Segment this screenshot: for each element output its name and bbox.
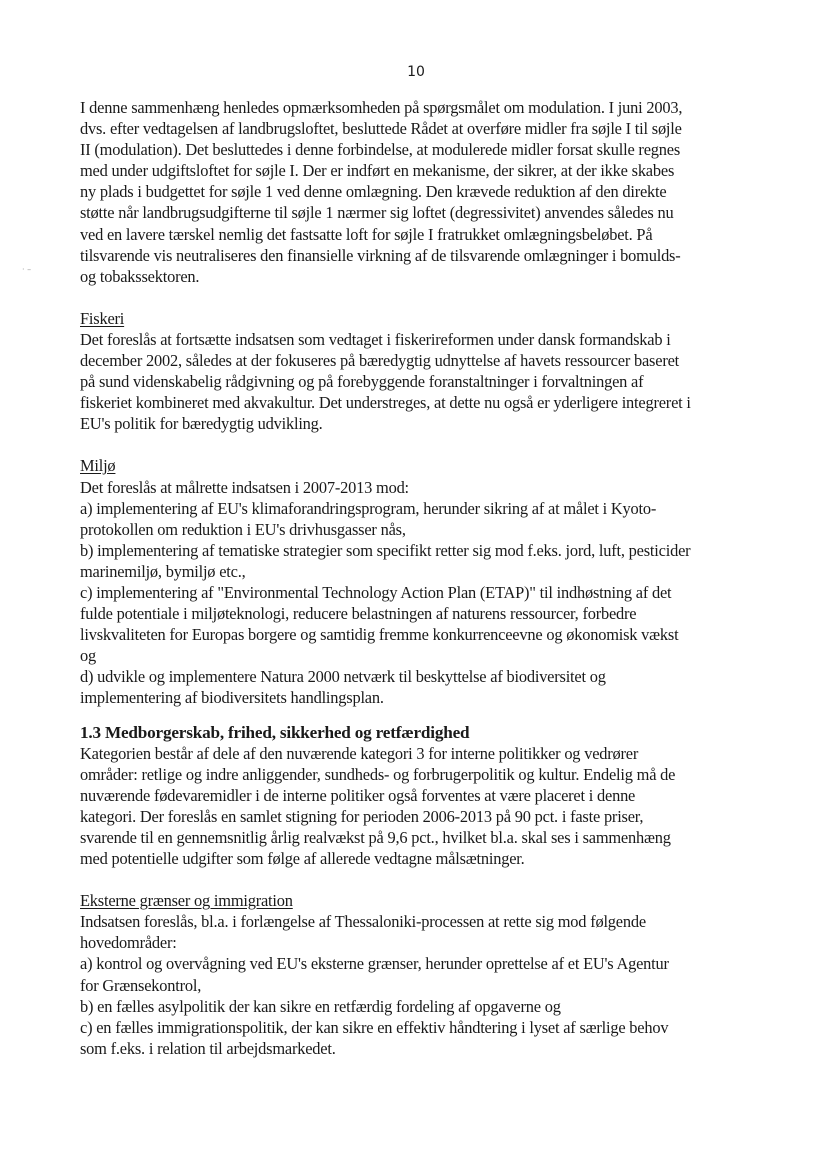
- fiskeri-section: [80, 308, 755, 435]
- text-line: tilsvarende vis neutraliseres den finansielle virkning af de tilsvarende omlægninger i bomulds-: [80, 245, 681, 265]
- document-body: [80, 97, 755, 1059]
- text-line: Det foreslås at fortsætte indsatsen som vedtaget i fiskerireformen under dansk formandskab i: [80, 329, 671, 349]
- text-line: på sund videnskabelig rådgivning og på forebyggende foranstaltninger i forvaltningen af: [80, 372, 644, 392]
- eksterne-section: [80, 890, 755, 1059]
- text-line: EU's politik for bæredygtig udvikling.: [80, 414, 323, 434]
- text-line: fiskeriet kombineret med akvakultur. Det understreges, at dette nu også er yderligere integreret i: [80, 393, 691, 413]
- text-line: II (modulation). Det besluttedes i denne forbindelse, at modulerede midler forsat skulle regnes: [80, 140, 681, 160]
- text-line: nuværende fødevaremidler i de interne politiker også forventes at være placeret i denne: [80, 785, 636, 805]
- text-line: ved en lavere tærskel nemlig det fastsatte loft for søjle I fratrukket omlægningsbeløbet. På: [80, 224, 653, 244]
- text-line: Indsatsen foreslås, bl.a. i forlængelse af Thessaloniki-processen at rette sig mod følgende: [80, 912, 646, 932]
- text-line: d) udvikle og implementere Natura 2000 netværk til beskyttelse af biodiversitet og: [80, 667, 606, 687]
- text-line: implementering af biodiversitets handlingsplan.: [80, 688, 384, 708]
- text-line: med under udgiftsloftet for søjle I. Der er indført en mekanisme, der sikrer, at der ikke skabes: [80, 161, 675, 181]
- scan-margin-mark: · –: [22, 265, 32, 274]
- text-line: b) implementering af tematiske strategier som specifikt retter sig mod f.eks. jord, luft, pesticider: [80, 540, 691, 560]
- text-line: livskvaliteten for Europas borgere og samtidig fremme konkurrenceevne og økonomisk vækst: [80, 625, 679, 645]
- text-line: støtte når landbrugsudgifterne til søjle 1 nærmer sig loftet (degressivitet) anvendes således nu: [80, 203, 674, 223]
- text-line: a) kontrol og overvågning ved EU's eksterne grænser, herunder oprettelse af et EU's Agentur: [80, 954, 669, 974]
- text-line: december 2002, således at der fokuseres på bæredygtig udnyttelse af havets ressourcer baseret: [80, 351, 680, 371]
- text-line: fulde potentiale i miljøteknologi, reducere belastningen af naturens ressourcer, forbedre: [80, 604, 637, 624]
- intro-paragraph: [80, 97, 755, 287]
- section-1-3: [80, 722, 755, 870]
- text-line: hovedområder:: [80, 933, 177, 953]
- text-line: som f.eks. i relation til arbejdsmarkedet.: [80, 1038, 336, 1058]
- text-line: protokollen om reduktion i EU's drivhusgasser nås,: [80, 519, 406, 539]
- text-line: og: [80, 646, 96, 666]
- text-line: marinemiljø, bymiljø etc.,: [80, 561, 246, 581]
- section-1-3-heading: 1.3 Medborgerskab, frihed, sikkerhed og retfærdighed: [80, 722, 470, 742]
- text-line: Det foreslås at målrette indsatsen i 2007-2013 mod:: [80, 477, 409, 497]
- text-line: svarende til en gennemsnitlig årlig realvækst på 9,6 pct., hvilket bl.a. skal ses i sammenhæng: [80, 828, 671, 847]
- text-line: c) en fælles immigrationspolitik, der kan sikre en effektiv håndtering i lyset af særlige behov: [80, 1017, 669, 1037]
- text-line: ny plads i budgettet for søjle 1 ved denne omlægning. Den krævede reduktion af den direkte: [80, 182, 667, 202]
- page-number: 10: [407, 64, 425, 80]
- text-line: kategori. Der foreslås en samlet stigning for perioden 2006-2013 på 90 pct. i faste priser,: [80, 806, 644, 826]
- miljo-heading: Miljø: [80, 456, 116, 476]
- text-line: c) implementering af "Environmental Technology Action Plan (ETAP)" til indhøstning af det: [80, 582, 672, 602]
- text-line: a) implementering af EU's klimaforandringsprogram, herunder sikring af at målet i Kyoto-: [80, 498, 657, 518]
- text-line: og tobakssektoren.: [80, 266, 200, 286]
- text-line: b) en fælles asylpolitik der kan sikre en retfærdig fordeling af opgaverne og: [80, 996, 561, 1016]
- miljo-section: [80, 455, 755, 708]
- text-line: områder: retlige og indre anliggender, sundheds- og forbrugerpolitik og kultur. Endelig må de: [80, 764, 676, 784]
- text-line: I denne sammenhæng henledes opmærksomheden på spørgsmålet om modulation. I juni 2003,: [80, 98, 683, 117]
- text-line: med potentielle udgifter som følge af allerede vedtagne målsætninger.: [80, 849, 525, 869]
- text-line: dvs. efter vedtagelsen af landbrugsloftet, besluttede Rådet at overføre midler fra søjle I til søjle: [80, 119, 682, 139]
- text-line: Kategorien består af dele af den nuværende kategori 3 for interne politikker og vedrører: [80, 743, 639, 763]
- text-line: for Grænsekontrol,: [80, 975, 202, 995]
- fiskeri-heading: Fiskeri: [80, 308, 125, 328]
- eksterne-heading: Eksterne grænser og immigration: [80, 891, 293, 911]
